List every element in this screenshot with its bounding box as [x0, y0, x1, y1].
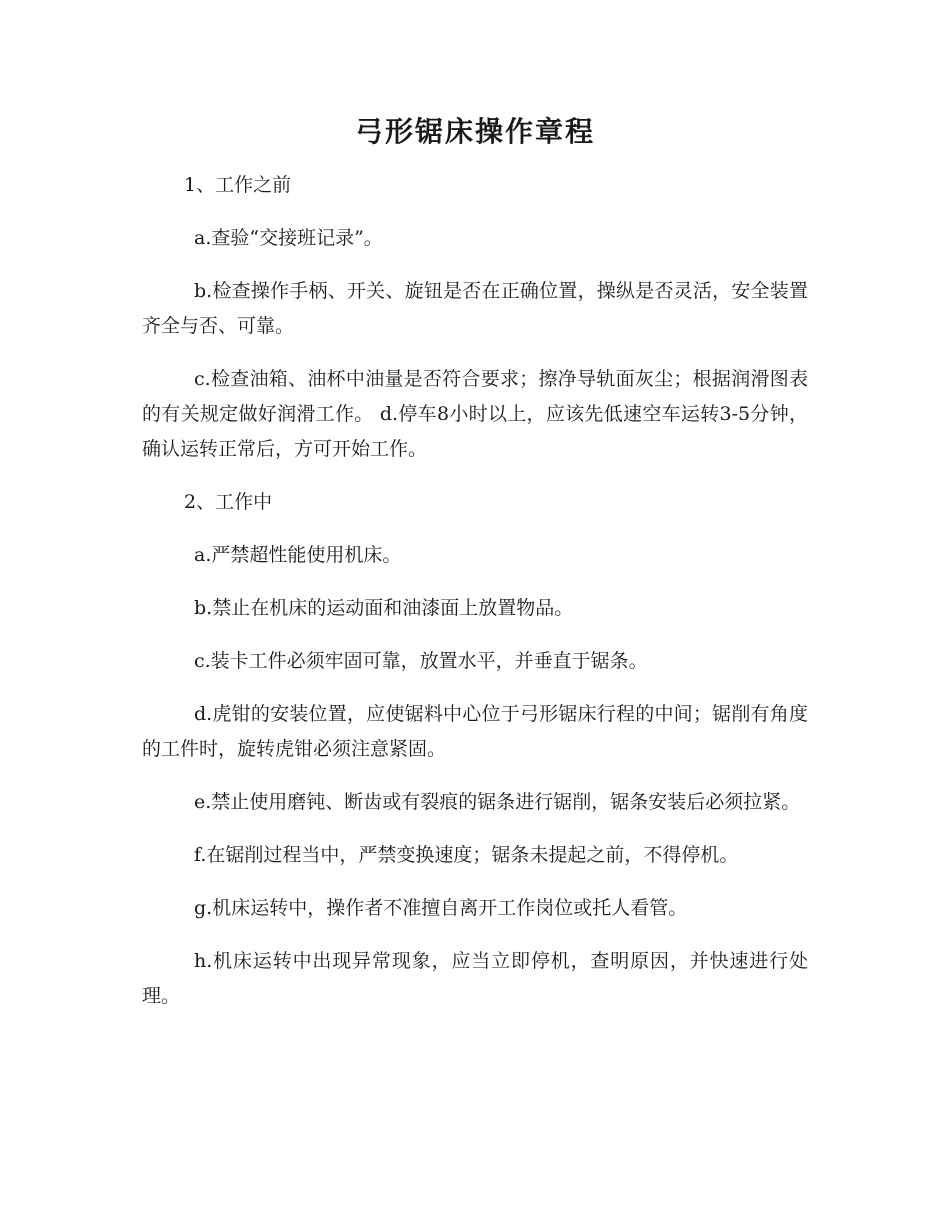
list-item: a.查验“交接班记录”。 [194, 227, 383, 249]
list-item: c.检查油箱、油杯中油量是否符合要求；擦净导轨面灰尘；根据润滑图表的有关规定做好润滑工作。 d.停车8小时以上，应该先低速空车运转3-5分钟，确认运转正常后，方可开始工作。 [142, 368, 808, 460]
list-item: g.机床运转中，操作者不准擅自离开工作岗位或托人看管。 [194, 897, 688, 919]
list-item: e.禁止使用磨钝、断齿或有裂痕的锯条进行锯削，锯条安装后必须拉紧。 [194, 791, 801, 813]
list-item: f.在锯削过程当中，严禁变换速度；锯条未提起之前，不得停机。 [194, 844, 739, 866]
section-heading-before-work: 1、工作之前 [184, 174, 292, 196]
document-title: 弓形锯床操作章程 [354, 115, 595, 148]
list-item: a.严禁超性能使用机床。 [194, 544, 402, 566]
section-heading-during-work: 2、工作中 [184, 491, 273, 513]
list-item: h.机床运转中出现异常现象，应当立即停机，查明原因，并快速进行处理。 [142, 950, 808, 1007]
document-body [142, 168, 808, 1032]
list-item: d.虎钳的安装位置，应使锯料中心位于弓形锯床行程的中间；锯削有角度的工件时，旋转虎钳必须注意紧固。 [142, 703, 808, 760]
list-item: b.检查操作手柄、开关、旋钮是否在正确位置，操纵是否灵活，安全装置齐全与否、可靠。 [142, 280, 808, 337]
list-item: b.禁止在机床的运动面和油漆面上放置物品。 [194, 597, 574, 619]
list-item: c.装卡工件必须牢固可靠，放置水平，并垂直于锯条。 [194, 650, 648, 672]
